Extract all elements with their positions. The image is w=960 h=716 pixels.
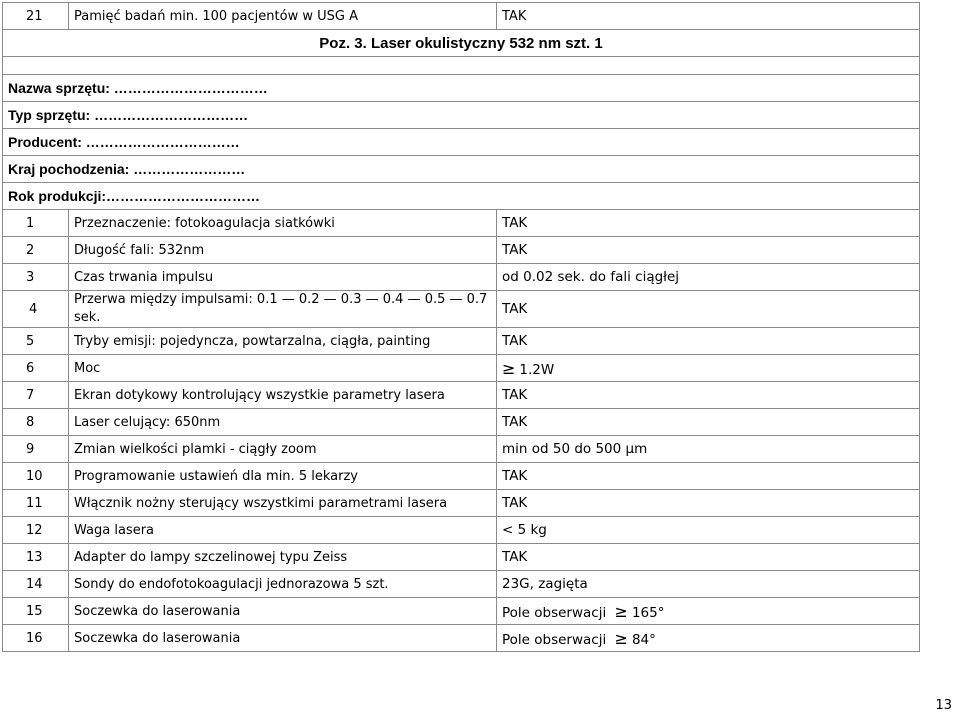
row-value: TAK xyxy=(497,382,920,409)
info-row xyxy=(3,156,920,183)
table-row xyxy=(3,237,920,264)
info-type: Typ sprzętu: …………………………… xyxy=(3,102,920,129)
value-suffix: 84° xyxy=(631,631,656,648)
row-number: 11 xyxy=(3,490,69,517)
table-row xyxy=(3,544,920,571)
row-value: od 0.02 sek. do fali ciągłej xyxy=(497,264,920,291)
row-requirement: Długość fali: 532nm xyxy=(69,237,497,264)
gte-icon: ≥ xyxy=(614,628,628,648)
row-requirement: Soczewka do laserowania xyxy=(69,625,497,652)
row-number: 4 xyxy=(3,291,69,328)
table-row xyxy=(3,210,920,237)
row-value: TAK xyxy=(497,210,920,237)
gte-icon: ≥ xyxy=(614,601,628,621)
table-row xyxy=(3,598,920,625)
row-value: TAK xyxy=(497,291,920,328)
row-value: TAK xyxy=(497,544,920,571)
value-text: Pole obserwacji xyxy=(502,604,607,621)
row-requirement: Waga lasera xyxy=(69,517,497,544)
row-requirement: Przeznaczenie: fotokoagulacja siatkówki xyxy=(69,210,497,237)
row-number: 7 xyxy=(3,382,69,409)
row-value: TAK xyxy=(497,409,920,436)
info-row xyxy=(3,102,920,129)
row-number: 9 xyxy=(3,436,69,463)
row-requirement: Laser celujący: 650nm xyxy=(69,409,497,436)
row-value xyxy=(497,598,920,625)
table-row xyxy=(3,291,920,328)
row-number: 5 xyxy=(3,328,69,355)
info-row xyxy=(3,75,920,102)
row-value: TAK xyxy=(497,3,920,30)
row-requirement: Moc xyxy=(69,355,497,382)
row-requirement: Przerwa między impulsami: 0.1 — 0.2 — 0.3 — 0.4 — 0.5 — 0.7 sek. xyxy=(69,291,497,328)
table-row xyxy=(3,517,920,544)
value-text: 1.2W xyxy=(519,361,555,378)
table-row xyxy=(3,436,920,463)
blank-row xyxy=(3,57,920,75)
page-number: 13 xyxy=(935,698,952,713)
row-value: TAK xyxy=(497,490,920,517)
specification-table xyxy=(2,2,920,652)
row-value: 23G, zagięta xyxy=(497,571,920,598)
gte-icon: ≥ xyxy=(502,358,516,378)
row-number: 14 xyxy=(3,571,69,598)
value-suffix: 165° xyxy=(631,604,665,621)
row-number: 13 xyxy=(3,544,69,571)
row-requirement: Adapter do lampy szczelinowej typu Zeiss xyxy=(69,544,497,571)
row-requirement: Włącznik nożny sterujący wszystkimi parametrami lasera xyxy=(69,490,497,517)
row-number: 2 xyxy=(3,237,69,264)
row-requirement: Soczewka do laserowania xyxy=(69,598,497,625)
row-number: 21 xyxy=(3,3,69,30)
row-number: 1 xyxy=(3,210,69,237)
row-number: 16 xyxy=(3,625,69,652)
info-name: Nazwa sprzętu: …………………………… xyxy=(3,75,920,102)
table-row xyxy=(3,355,920,382)
row-number: 8 xyxy=(3,409,69,436)
row-number: 6 xyxy=(3,355,69,382)
table-row xyxy=(3,625,920,652)
row-requirement: Pamięć badań min. 100 pacjentów w USG A xyxy=(69,3,497,30)
table-row xyxy=(3,571,920,598)
row-value: < 5 kg xyxy=(497,517,920,544)
row-requirement: Sondy do endofotokoagulacji jednorazowa 5 szt. xyxy=(69,571,497,598)
row-value: TAK xyxy=(497,328,920,355)
table-row xyxy=(3,328,920,355)
row-value xyxy=(497,355,920,382)
row-value: min od 50 do 500 µm xyxy=(497,436,920,463)
table-row xyxy=(3,264,920,291)
row-value: TAK xyxy=(497,463,920,490)
row-number: 12 xyxy=(3,517,69,544)
row-number: 3 xyxy=(3,264,69,291)
row-requirement: Tryby emisji: pojedyncza, powtarzalna, ciągła, painting xyxy=(69,328,497,355)
table-row xyxy=(3,463,920,490)
section-title: Poz. 3. Laser okulistyczny 532 nm szt. 1 xyxy=(3,30,920,57)
info-country: Kraj pochodzenia: …………………… xyxy=(3,156,920,183)
section-header-row xyxy=(3,30,920,57)
info-producer: Producent: …………………………… xyxy=(3,129,920,156)
row-value xyxy=(497,625,920,652)
info-year: Rok produkcji:…………………………… xyxy=(3,183,920,210)
table-row xyxy=(3,409,920,436)
table-row xyxy=(3,3,920,30)
row-value: TAK xyxy=(497,237,920,264)
row-requirement: Ekran dotykowy kontrolujący wszystkie parametry lasera xyxy=(69,382,497,409)
row-number: 10 xyxy=(3,463,69,490)
info-row xyxy=(3,183,920,210)
row-number: 15 xyxy=(3,598,69,625)
info-row xyxy=(3,129,920,156)
row-requirement: Programowanie ustawień dla min. 5 lekarzy xyxy=(69,463,497,490)
table-row xyxy=(3,490,920,517)
row-requirement: Czas trwania impulsu xyxy=(69,264,497,291)
table-row xyxy=(3,382,920,409)
row-requirement: Zmian wielkości plamki - ciągły zoom xyxy=(69,436,497,463)
value-text: Pole obserwacji xyxy=(502,631,607,648)
